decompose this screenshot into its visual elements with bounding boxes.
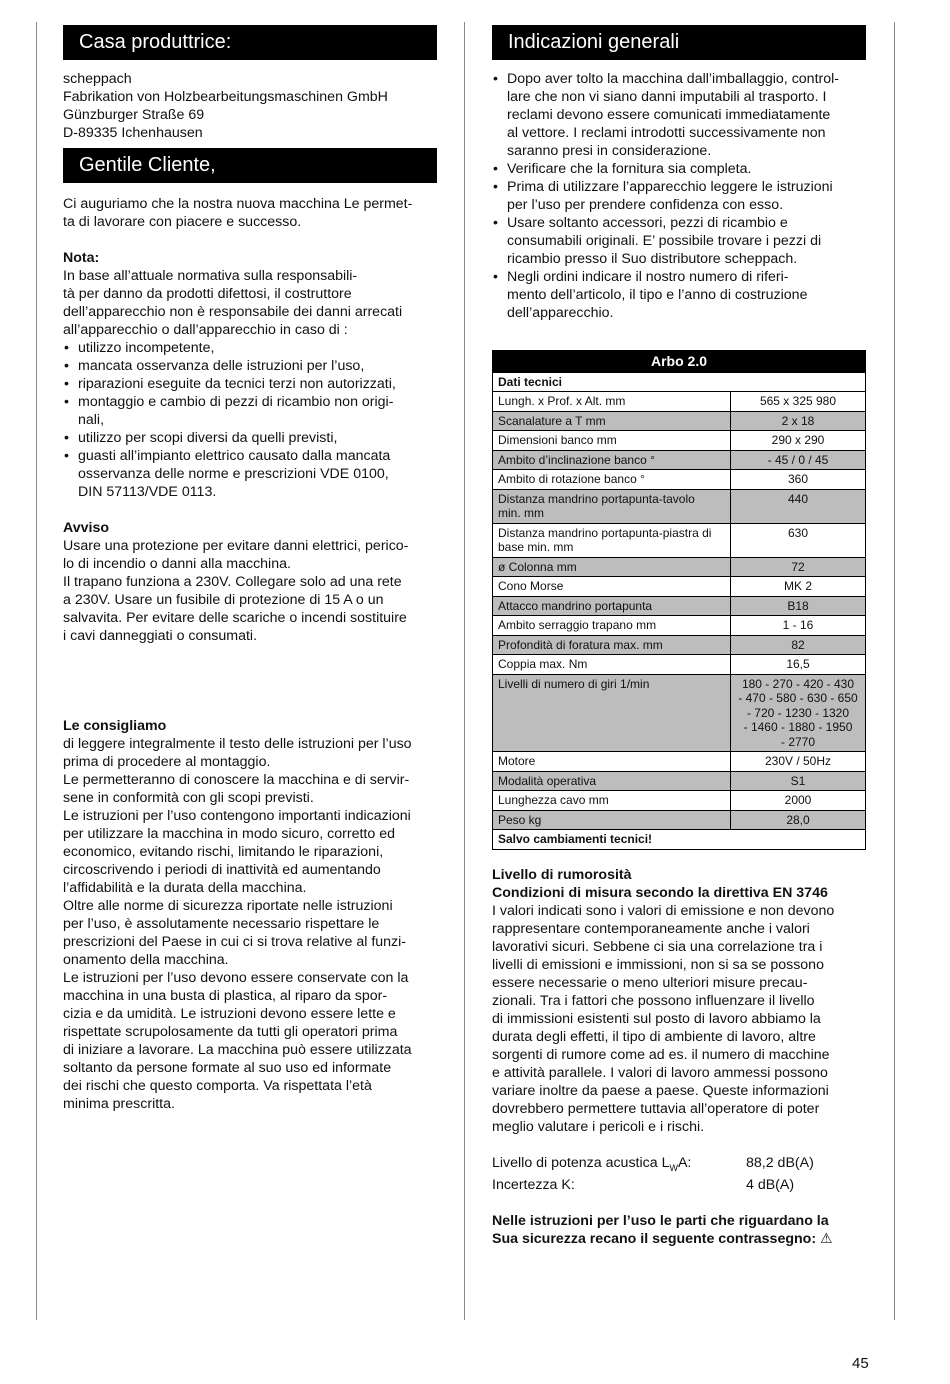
consigli-line: Le istruzioni per l’uso devono essere conservate con la xyxy=(63,970,409,986)
warning-triangle-icon: ⚠ xyxy=(820,1231,833,1248)
noise-line: zionali. Tra i fattori che possono influenzare il livello xyxy=(492,992,815,1009)
manufacturer-address xyxy=(63,70,437,142)
spec-value: S1 xyxy=(731,771,866,791)
spec-label: Modalità operativa xyxy=(493,771,731,791)
address-line: Fabrikation von Holzbearbeitungsmaschinen GmbH xyxy=(63,89,388,105)
list-item: • utilizzo incompetente, xyxy=(63,339,437,357)
table-row xyxy=(493,392,866,412)
noise-line: sorgenti di rumore come ad es. il numero di macchine xyxy=(492,1046,830,1063)
spec-label: Distanza mandrino portapunta-piastra di base min. mm xyxy=(493,523,731,557)
consigli-line: dei rischi che questo comporta. Va rispettata l’età xyxy=(63,1078,372,1094)
general-instructions-list xyxy=(492,70,866,322)
greeting-line: Ci auguriamo che la nostra nuova macchina Le permet- xyxy=(63,196,413,212)
spec-label: Ambito di rotazione banco ° xyxy=(493,470,731,490)
consigli-title: Le consigliamo xyxy=(63,718,167,734)
spec-value: - 45 / 0 / 45 xyxy=(731,450,866,470)
spec-value: 1 - 16 xyxy=(731,616,866,636)
spec-label: Scanalature a T mm xyxy=(493,411,731,431)
table-row xyxy=(493,577,866,597)
spec-label: Lungh. x Prof. x Alt. mm xyxy=(493,392,731,412)
spec-label: Ambito serraggio trapano mm xyxy=(493,616,731,636)
list-item: • Usare soltanto accessori, pezzi di ricambio e consumabili originali. E’ possibile trovare i pezzi di ricambio presso il Suo distributore scheppach. xyxy=(492,214,866,268)
list-item: • montaggio e cambio di pezzi di ricambio non origi- nali, xyxy=(63,393,437,429)
uncertainty-value: 4 dB(A) xyxy=(746,1177,795,1194)
consigli-line: Le permetteranno di conoscere la macchina e di servir- xyxy=(63,772,410,788)
safety-line: Nelle istruzioni per l’uso le parti che riguardano la xyxy=(492,1213,829,1230)
right-margin-rule xyxy=(894,22,895,1320)
list-item: • Dopo aver tolto la macchina dall’imballaggio, control- lare che non vi siano danni imputabili al trasporto. I reclami devono essere comunicati immediatamente al vettore. I reclami introdotti successivamente non saranno presi in considerazione. xyxy=(492,70,866,160)
consigli-line: onamento della macchina. xyxy=(63,952,229,968)
noise-subtitle: Condizioni di misura secondo la direttiva EN 3746 xyxy=(492,884,828,901)
table-footer-note: Salvo cambiamenti tecnici! xyxy=(493,830,866,850)
consigli-line: Le istruzioni per l’uso contengono importanti indicazioni xyxy=(63,808,411,824)
table-row xyxy=(493,752,866,772)
noise-line: I valori indicati sono i valori di emissione e non devono xyxy=(492,902,835,919)
spec-value: 230V / 50Hz xyxy=(731,752,866,772)
table-row xyxy=(493,450,866,470)
consigli-line: di leggere integralmente il testo delle istruzioni per l’uso xyxy=(63,736,412,752)
nota-line: dell’apparecchio non è responsabile dei danni arrecati xyxy=(63,304,403,320)
spec-label: Lunghezza cavo mm xyxy=(493,791,731,811)
noise-line: di immissioni esistenti sul posto di lavoro abbiamo la xyxy=(492,1010,821,1027)
nota-line: tà per danno da prodotti difettosi, il costruttore xyxy=(63,286,352,302)
address-line: Günzburger Straße 69 xyxy=(63,107,205,123)
list-item: • mancata osservanza delle istruzioni per l’uso, xyxy=(63,357,437,375)
avviso-text xyxy=(63,537,437,645)
list-item: • Verificare che la fornitura sia completa. xyxy=(492,160,866,178)
table-row xyxy=(493,557,866,577)
consigli-line: prima di procedere al montaggio. xyxy=(63,754,271,770)
avviso-line: lo di incendio o danni alla macchina. xyxy=(63,556,291,572)
spec-label: Coppia max. Nm xyxy=(493,655,731,675)
sound-power-label: Livello di potenza acustica $L_WA$: xyxy=(492,1154,692,1173)
noise-line: essere necessarie o meno ulteriori misure precau- xyxy=(492,974,808,991)
consigli-text xyxy=(63,735,437,1113)
list-item: • utilizzo per scopi diversi da quelli previsti, xyxy=(63,429,437,447)
spec-label: Profondità di foratura max. mm xyxy=(493,635,731,655)
liability-exclusions-list xyxy=(63,339,437,501)
table-row xyxy=(493,635,866,655)
sound-power-row xyxy=(492,1154,866,1177)
left-margin-rule xyxy=(36,22,37,1320)
technical-data-table xyxy=(492,350,866,850)
noise-line: meglio valutare i pericoli e i rischi. xyxy=(492,1118,705,1135)
address-line: scheppach xyxy=(63,71,132,87)
spec-value: 290 x 290 xyxy=(731,431,866,451)
noise-text xyxy=(492,902,866,1136)
center-column-rule xyxy=(464,22,465,1320)
table-row xyxy=(493,523,866,557)
avviso-title: Avviso xyxy=(63,520,109,536)
avviso-line: a 230V. Usare un fusibile di protezione di 15 A o un xyxy=(63,592,384,608)
greeting xyxy=(63,195,437,231)
spec-label: Motore xyxy=(493,752,731,772)
left-column xyxy=(63,25,437,1113)
list-item: • Negli ordini indicare il nostro numero di riferi- mento dell’articolo, il tipo e l’anno di costruzione dell’apparecchio. xyxy=(492,268,866,322)
spec-value: 440 xyxy=(731,489,866,523)
consigli-line: sene in conformità con gli scopi previsti. xyxy=(63,790,314,806)
table-row xyxy=(493,655,866,675)
noise-line: e attività parallele. I valori di lavoro ammessi possono xyxy=(492,1064,828,1081)
nota-text xyxy=(63,267,437,339)
table-row xyxy=(493,470,866,490)
safety-line: Sua sicurezza recano il seguente contrassegno: ⚠ xyxy=(492,1231,833,1248)
sound-power-value: 88,2 dB(A) xyxy=(746,1154,814,1171)
consigli-line: per l’uso, è assolutamente necessario rispettare le xyxy=(63,916,380,932)
table-row xyxy=(493,810,866,830)
uncertainty-label: Incertezza K: xyxy=(492,1177,575,1194)
consigli-line: l’affidabilità e la durata della macchina. xyxy=(63,880,307,896)
noise-line: rappresentare contemporaneamente anche i valori xyxy=(492,920,810,937)
consigli-line: minima prescritta. xyxy=(63,1096,175,1112)
spec-label: Cono Morse xyxy=(493,577,731,597)
noise-line: dovrebbero permettere tuttavia all’operatore di poter xyxy=(492,1100,820,1117)
table-row xyxy=(493,596,866,616)
spec-value: 72 xyxy=(731,557,866,577)
spec-value: MK 2 xyxy=(731,577,866,597)
avviso-line: salvavita. Per evitare delle scariche o incendi sostituire xyxy=(63,610,407,626)
table-section-header: Dati tecnici xyxy=(493,372,866,392)
noise-title: Livello di rumorosità xyxy=(492,866,632,883)
consigli-line: rispettate scrupolosamente da tutti gli operatori prima xyxy=(63,1024,398,1040)
spec-label: Livelli di numero di giri 1/min xyxy=(493,674,731,752)
table-row xyxy=(493,411,866,431)
consigli-line: Oltre alle norme di sicurezza riportate nelle istruzioni xyxy=(63,898,393,914)
spec-label: Attacco mandrino portapunta xyxy=(493,596,731,616)
greeting-line: ta di lavorare con piacere e successo. xyxy=(63,214,302,230)
noise-line: lavorativi sicuri. Sebbene ci sia una correlazione tra i xyxy=(492,938,823,955)
spec-value: 565 x 325 980 xyxy=(731,392,866,412)
consigli-line: economico, evitando rischi, limitando le riparazioni, xyxy=(63,844,384,860)
table-row xyxy=(493,489,866,523)
noise-line: livelli di emissioni e immissioni, non si sa se possono xyxy=(492,956,824,973)
consigli-line: macchina in una busta di plastica, al riparo da spor- xyxy=(63,988,388,1004)
safety-note xyxy=(492,1212,866,1248)
table-row xyxy=(493,431,866,451)
uncertainty-row xyxy=(492,1176,866,1194)
consigli-line: cizia e da umidità. Le istruzioni devono essere lette e xyxy=(63,1006,396,1022)
nota-line: all’apparecchio o dall’apparecchio in caso di : xyxy=(63,322,348,338)
avviso-line: i cavi danneggiati o consumati. xyxy=(63,628,258,644)
right-column xyxy=(492,25,866,1248)
avviso-line: Il trapano funziona a 230V. Collegare solo ad una rete xyxy=(63,574,402,590)
nota-title: Nota: xyxy=(63,250,100,266)
nota-line: In base all’attuale normativa sulla responsabili- xyxy=(63,268,358,284)
spec-label: Peso kg xyxy=(493,810,731,830)
consigli-line: per utilizzare la macchina in modo sicuro, corretto ed xyxy=(63,826,395,842)
spec-value: 180 - 270 - 420 - 430 - 470 - 580 - 630 - 650 - 720 - 1230 - 1320 - 1460 - 1880 - 1950 - 2770 xyxy=(731,674,866,752)
spec-label: Distanza mandrino portapunta-tavolo min. mm xyxy=(493,489,731,523)
spec-value: 630 xyxy=(731,523,866,557)
customer-heading: Gentile Cliente, xyxy=(63,148,437,183)
consigli-line: prescrizioni del Paese in cui ci si trova relative al funzi- xyxy=(63,934,407,950)
table-title: Arbo 2.0 xyxy=(493,351,866,373)
list-item: • riparazioni eseguite da tecnici terzi non autorizzati, xyxy=(63,375,437,393)
spec-value: 2000 xyxy=(731,791,866,811)
spec-value: 16,5 xyxy=(731,655,866,675)
consigli-line: soltanto da persone formate al suo uso ed informate xyxy=(63,1060,392,1076)
noise-line: durata degli effetti, il tipo di ambiente di lavoro, altre xyxy=(492,1028,816,1045)
spec-value: 82 xyxy=(731,635,866,655)
manufacturer-heading: Casa produttrice: xyxy=(63,25,437,60)
spec-label: ø Colonna mm xyxy=(493,557,731,577)
list-item: • Prima di utilizzare l’apparecchio leggere le istruzioni per l’uso per prendere confidenza con esso. xyxy=(492,178,866,214)
spec-value: B18 xyxy=(731,596,866,616)
spec-value: 2 x 18 xyxy=(731,411,866,431)
address-line: D-89335 Ichenhausen xyxy=(63,125,203,141)
list-item: • guasti all’impianto elettrico causato dalla mancata osservanza delle norme e prescrizioni VDE 0100, DIN 57113/VDE 0113. xyxy=(63,447,437,501)
consigli-line: di iniziare a lavorare. La macchina può essere utilizzata xyxy=(63,1042,412,1058)
table-row xyxy=(493,791,866,811)
avviso-line: Usare una protezione per evitare danni elettrici, perico- xyxy=(63,538,409,554)
page-number: 45 xyxy=(852,1355,869,1372)
spec-label: Ambito d’inclinazione banco ° xyxy=(493,450,731,470)
spec-value: 28,0 xyxy=(731,810,866,830)
spec-label: Dimensioni banco mm xyxy=(493,431,731,451)
general-heading: Indicazioni generali xyxy=(492,25,866,60)
table-row xyxy=(493,674,866,752)
consigli-line: circoscrivendo i periodi di inattività ed aumentando xyxy=(63,862,381,878)
spec-value: 360 xyxy=(731,470,866,490)
table-row xyxy=(493,771,866,791)
table-row xyxy=(493,616,866,636)
noise-line: variare inoltre da paese a paese. Queste informazioni xyxy=(492,1082,829,1099)
